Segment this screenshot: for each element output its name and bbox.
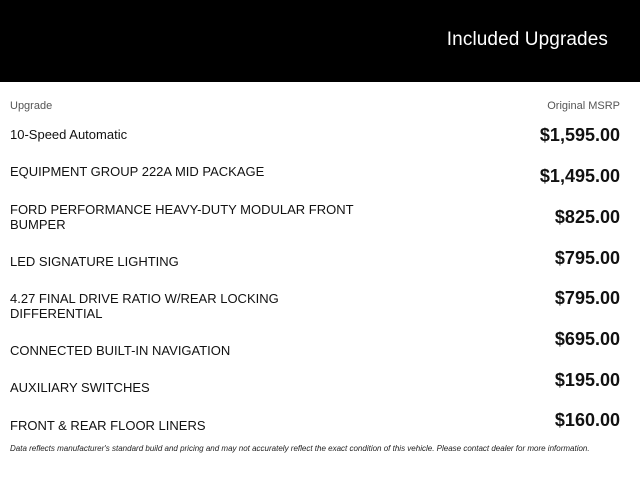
upgrade-name: AUXILIARY SWITCHES [10,380,150,395]
upgrade-price: $695.00 [554,329,620,349]
upgrade-price: $1,595.00 [539,125,620,145]
upgrade-price: $825.00 [554,207,620,227]
upgrade-name: FRONT & REAR FLOOR LINERS [10,418,206,433]
page-title: Included Upgrades [446,29,608,50]
upgrade-name: EQUIPMENT GROUP 222A MID PACKAGE [10,164,265,179]
upgrade-name: 10-Speed Automatic [10,127,128,142]
upgrade-name: FORD PERFORMANCE HEAVY-DUTY MODULAR FRONT BUMPER [10,202,354,232]
upgrade-price: $195.00 [554,370,620,390]
column-header-upgrade: Upgrade [10,100,53,112]
upgrade-name: CONNECTED BUILT-IN NAVIGATION [10,343,231,358]
upgrade-name: LED SIGNATURE LIGHTING [10,254,179,269]
disclaimer-text: Data reflects manufacturer's standard build and pricing and may not accurately reflect the exact condition of this vehicle. Please contact dealer for more information. [10,444,590,453]
upgrade-price: $795.00 [554,248,620,268]
upgrade-name: 4.27 FINAL DRIVE RATIO W/REAR LOCKING DIFFERENTIAL [10,291,279,321]
upgrade-price: $1,495.00 [539,166,620,186]
upgrade-price: $795.00 [554,288,620,308]
header-bar [0,0,640,82]
upgrade-price: $160.00 [554,410,620,430]
column-header-msrp: Original MSRP [547,100,620,112]
